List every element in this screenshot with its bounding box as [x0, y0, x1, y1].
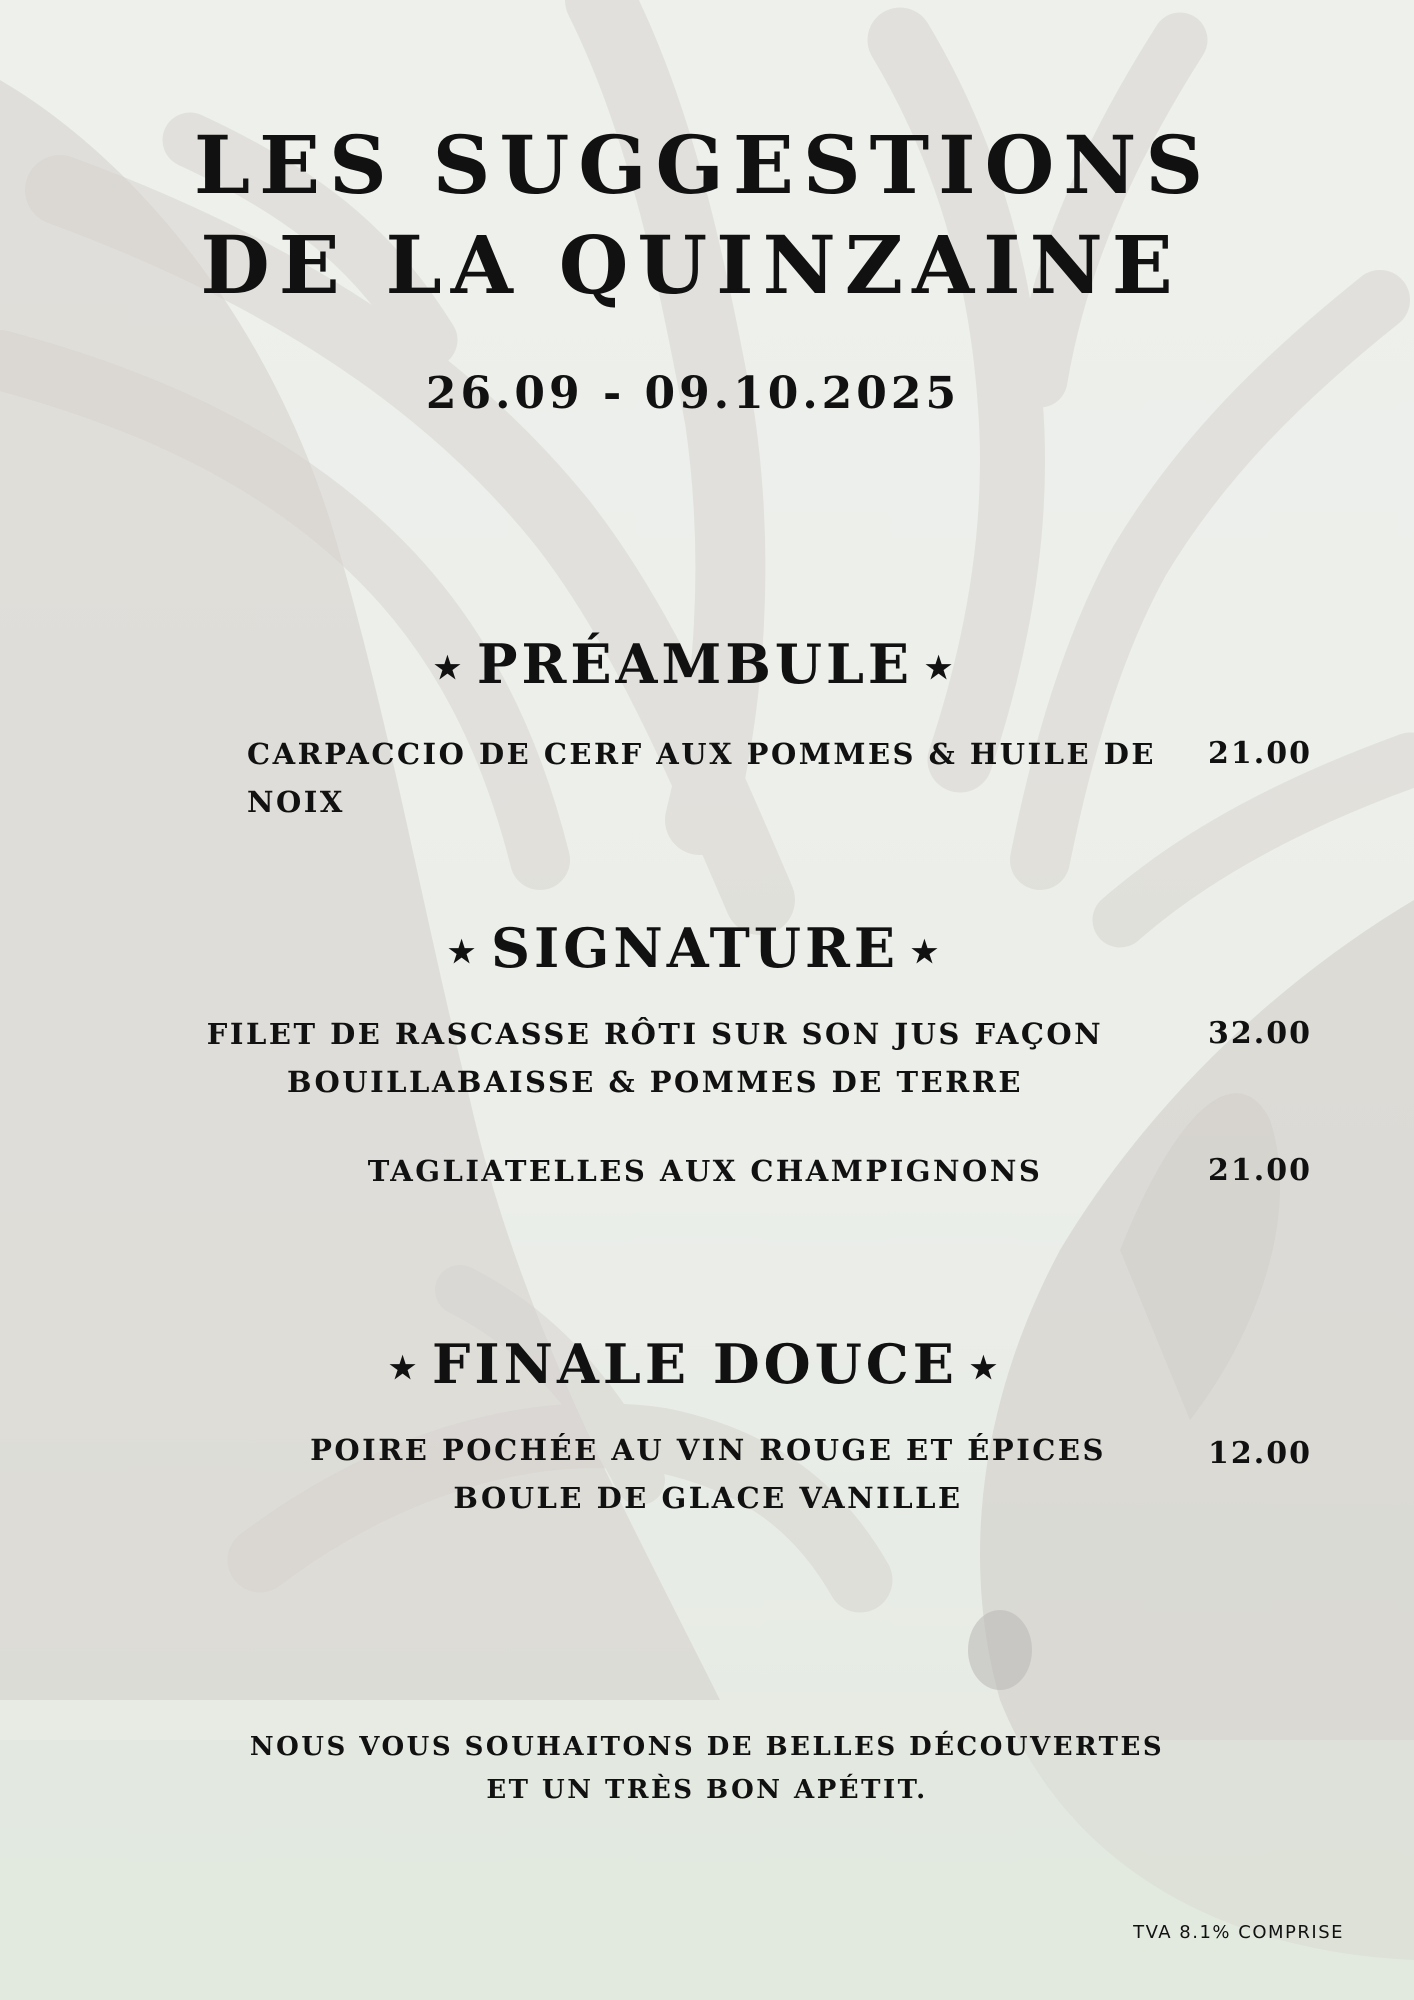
section-title-preambule: [0, 632, 1402, 701]
closing-line-1: NOUS VOUS SOUHAITONS DE BELLES DÉCOUVERTES: [249, 1732, 1165, 1762]
section-title-finale-douce: [0, 1332, 1402, 1401]
star-icon: ★: [389, 1350, 421, 1386]
star-icon: ★: [911, 934, 942, 970]
menu-item-carpaccio: [200, 730, 1247, 826]
star-icon: ★: [448, 934, 479, 970]
menu-item-text: TAGLIATELLES AUX CHAMPIGNONS: [367, 1154, 1043, 1188]
star-icon: ★: [925, 650, 956, 686]
menu-item-text-line-2: BOUILLABAISSE & POMMES DE TERRE: [286, 1065, 1023, 1099]
menu-item-price: 12.00: [1208, 1436, 1312, 1471]
tax-note: TVA 8.1% COMPRISE: [1133, 1922, 1344, 1943]
closing-message: [207, 1726, 1207, 1812]
section-title-text: SIGNATURE: [491, 916, 899, 980]
menu-item-rascasse: [200, 1010, 1110, 1106]
section-title-text: FINALE DOUCE: [432, 1332, 958, 1396]
menu-item-tagliatelles: [200, 1147, 1210, 1195]
menu-item-text-line-1: FILET DE RASCASSE RÔTI SUR SON JUS FAÇON: [206, 1017, 1104, 1051]
menu-item-poire: [208, 1426, 1208, 1522]
menu-item-text-line-1: POIRE POCHÉE AU VIN ROUGE ET ÉPICES: [310, 1433, 1106, 1467]
section-title-signature: [0, 916, 1402, 985]
star-icon: ★: [969, 1350, 1001, 1386]
menu-item-price: 21.00: [1208, 736, 1312, 771]
menu-item-text: CARPACCIO DE CERF AUX POMMES & HUILE DE NOIX: [247, 737, 1156, 819]
menu-title-line-1: LES SUGGESTIONS: [193, 118, 1213, 212]
menu-item-text-line-2: BOULE DE GLACE VANILLE: [453, 1481, 963, 1515]
section-title-text: PRÉAMBULE: [476, 632, 914, 696]
menu-date-range: 26.09 - 09.10.2025: [425, 368, 961, 419]
closing-line-2: ET UN TRÈS BON APÉTIT.: [486, 1775, 928, 1805]
menu-item-price: 21.00: [1208, 1153, 1312, 1188]
menu-item-price: 32.00: [1208, 1016, 1312, 1051]
star-icon: ★: [434, 650, 465, 686]
menu-title-line-2: DE LA QUINZAINE: [200, 218, 1182, 312]
